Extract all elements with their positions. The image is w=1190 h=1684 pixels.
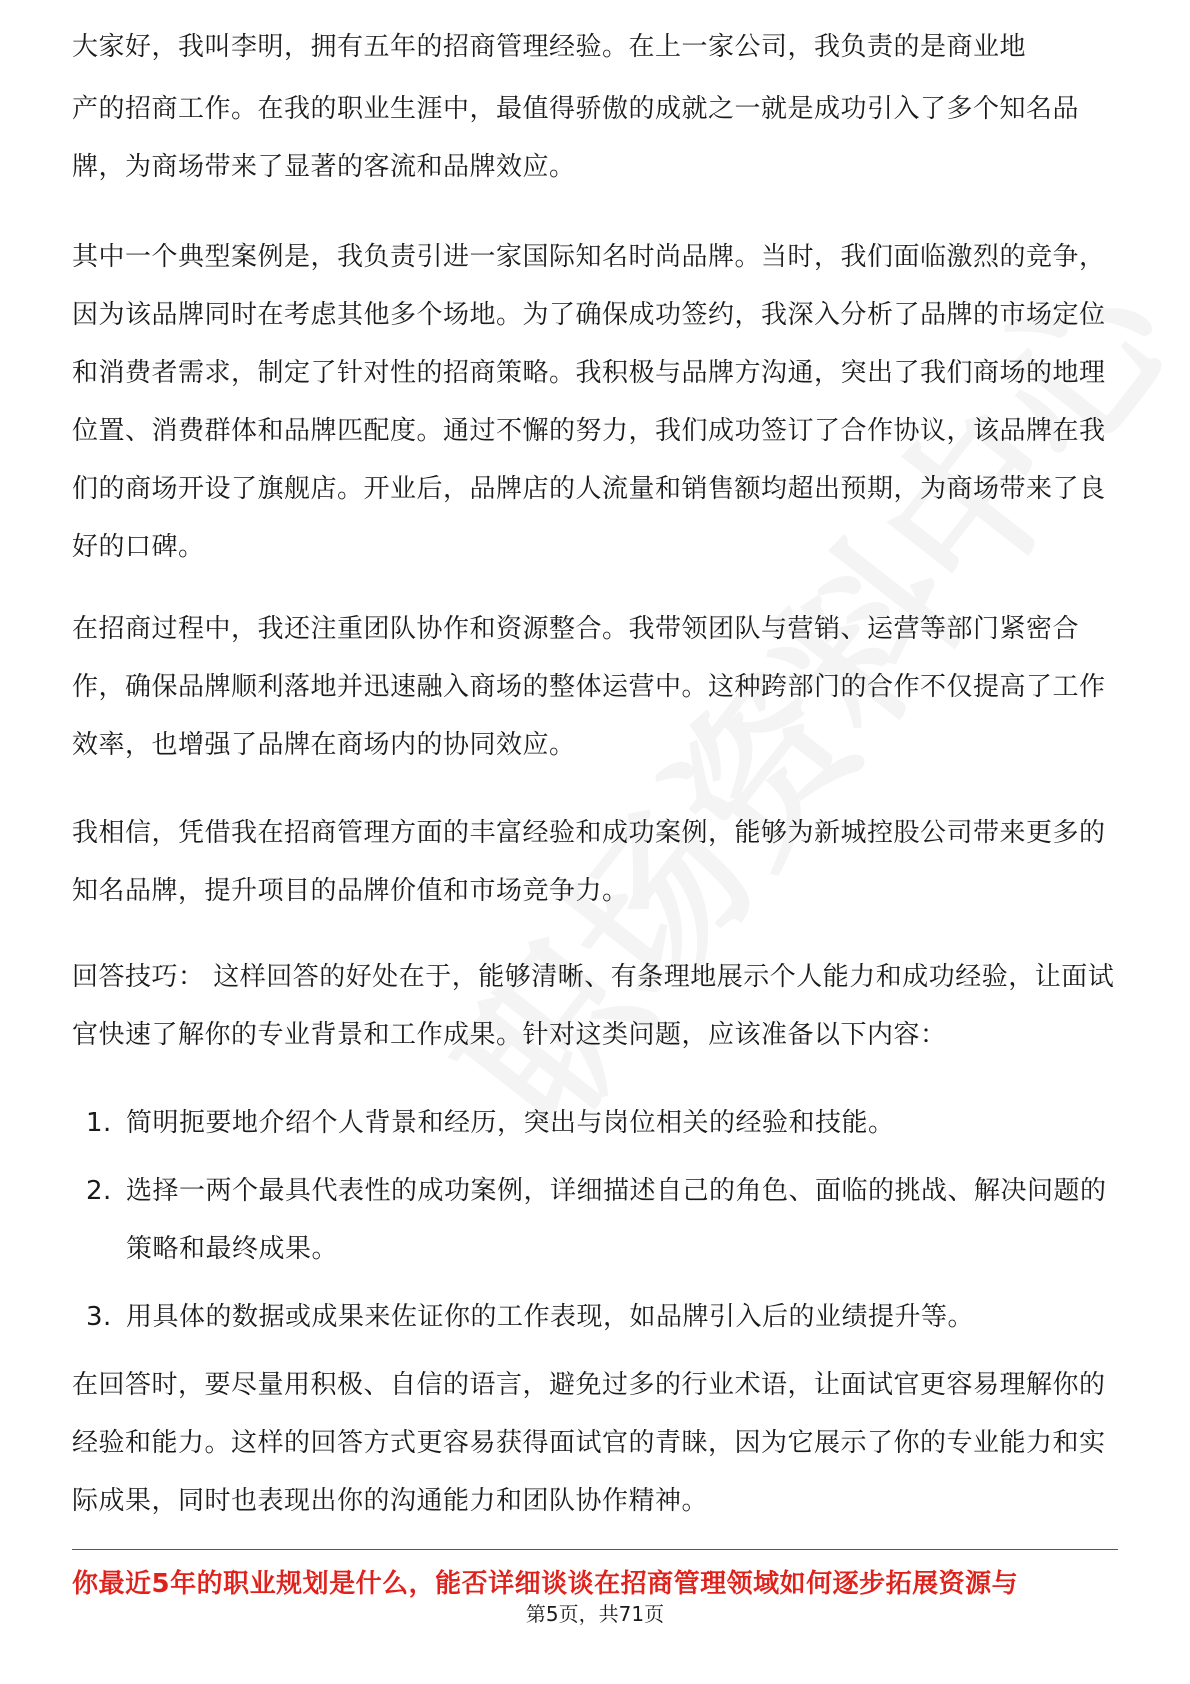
- tips-list: [72, 1094, 1118, 1356]
- paragraph-answer-tips: 回答技巧： 这样回答的好处在于，能够清晰、有条理地展示个人能力和成功经验，让面试官快速了解你的专业背景和工作成果。针对这类问题，应该准备以下内容：: [72, 962, 1115, 1050]
- list-item: [72, 1288, 1118, 1346]
- document-page: [72, 0, 1118, 1684]
- next-question-heading: 你最近5年的职业规划是什么，能否详细谈谈在招商管理领域如何逐步拓展资源与: [72, 1569, 1019, 1599]
- list-text: 用具体的数据或成果来佐证你的工作表现，如品牌引入后的业绩提升等。: [126, 1302, 975, 1332]
- clipped-text: 大家好，我叫李明，拥有五年的招商管理经验。在上一家公司，我负责的是商业地: [72, 32, 1027, 62]
- paragraph-achievement: 产的招商工作。在我的职业生涯中，最值得骄傲的成就之一就是成功引入了多个知名品牌，为商场带来了显著的客流和品牌效应。: [72, 94, 1080, 182]
- section-divider: [72, 1549, 1118, 1550]
- paragraph-closing: 在回答时，要尽量用积极、自信的语言，避免过多的行业术语，让面试官更容易理解你的经验和能力。这样的回答方式更容易获得面试官的青睐，因为它展示了你的专业能力和实际成果，同时也表现出你的沟通能力和团队协作精神。: [72, 1370, 1106, 1516]
- list-number: 3.: [86, 1302, 112, 1332]
- paragraph-case-study: 其中一个典型案例是，我负责引进一家国际知名时尚品牌。当时，我们面临激烈的竞争，因为该品牌同时在考虑其他多个场地。为了确保成功签约，我深入分析了品牌的市场定位和消费者需求，制定了针对性的招商策略。我积极与品牌方沟通，突出了我们商场的地理位置、消费群体和品牌匹配度。通过不懈的努力，我们成功签订了合作协议，该品牌在我们的商场开设了旗舰店。开业后，品牌店的人流量和销售额均超出预期，为商场带来了良好的口碑。: [72, 242, 1106, 562]
- paragraph-teamwork: 在招商过程中，我还注重团队协作和资源整合。我带领团队与营销、运营等部门紧密合作，确保品牌顺利落地并迅速融入商场的整体运营中。这种跨部门的合作不仅提高了工作效率，也增强了品牌在商场内的协同效应。: [72, 614, 1106, 760]
- list-number: 1.: [86, 1108, 112, 1138]
- paragraph-conclusion: 我相信，凭借我在招商管理方面的丰富经验和成功案例，能够为新城控股公司带来更多的知名品牌，提升项目的品牌价值和市场竞争力。: [72, 818, 1106, 906]
- list-item: [72, 1094, 1118, 1152]
- page-number: 第5页，共71页: [525, 1602, 665, 1626]
- list-text: 选择一两个最具代表性的成功案例，详细描述自己的角色、面临的挑战、解决问题的策略和最终成果。: [126, 1176, 1107, 1264]
- list-number: 2.: [86, 1176, 112, 1206]
- clipped-text-line: [72, 30, 1118, 70]
- list-text: 简明扼要地介绍个人背景和经历，突出与岗位相关的经验和技能。: [126, 1108, 895, 1138]
- list-item: [72, 1162, 1118, 1278]
